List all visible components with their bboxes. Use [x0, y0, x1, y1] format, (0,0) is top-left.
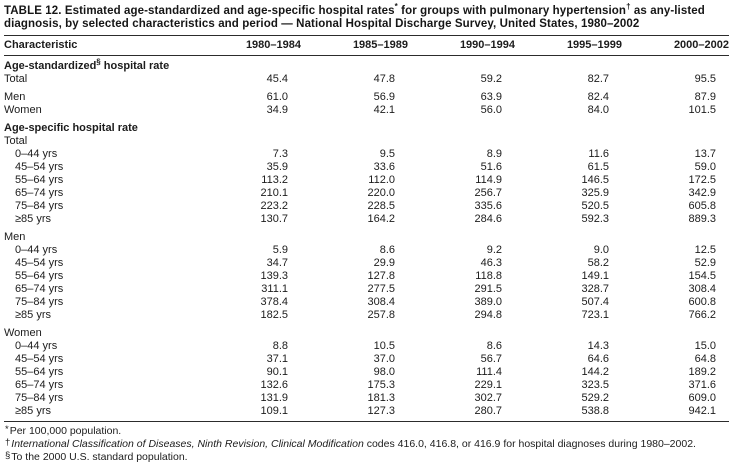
cell-value: 766.2	[688, 309, 716, 321]
cell-value: 47.8	[373, 73, 395, 85]
cell-value: 181.3	[367, 392, 395, 404]
cell-value: 308.4	[367, 296, 395, 308]
footnote: †International Classification of Diseases, Ninth Revision, Clinical Modification codes 416.0, 416.8, or 416.9 for hospital diagnoses during 1980–2002.	[5, 437, 696, 450]
cell-value: 51.6	[480, 161, 502, 173]
cell-value: 29.9	[373, 257, 395, 269]
cell-value: 101.5	[688, 104, 716, 116]
cell-value: 294.8	[474, 309, 502, 321]
column-header-period: 2000–2002	[622, 36, 729, 56]
cell-value: 507.4	[581, 296, 609, 308]
table-row	[4, 257, 729, 270]
row-label: 65–74 yrs	[15, 379, 64, 391]
row-label: 45–54 yrs	[15, 257, 64, 269]
table-row	[4, 187, 729, 200]
cell-value: 59.2	[480, 73, 502, 85]
cell-value: 34.9	[266, 104, 288, 116]
cell-value: 328.7	[581, 283, 609, 295]
cell-value: 889.3	[688, 213, 716, 225]
superscript-marker: *	[394, 2, 398, 12]
cell-value: 87.9	[694, 91, 716, 103]
row-label: ≥85 yrs	[15, 213, 51, 225]
cell-value: 9.0	[593, 244, 609, 256]
cell-value: 144.2	[581, 366, 609, 378]
cell-value: 56.9	[373, 91, 395, 103]
superscript-marker: §	[96, 57, 101, 67]
cell-value: 5.9	[272, 244, 288, 256]
cell-value: 10.5	[373, 340, 395, 352]
column-header-period: 1990–1994	[408, 36, 515, 56]
rates-table	[4, 35, 729, 422]
row-label: 0–44 yrs	[15, 340, 58, 352]
cell-value: 189.2	[688, 366, 716, 378]
cell-value: 46.3	[480, 257, 502, 269]
cell-value: 371.6	[688, 379, 716, 391]
cell-value: 139.3	[260, 270, 288, 282]
row-label: 75–84 yrs	[15, 200, 64, 212]
row-label: 65–74 yrs	[15, 187, 64, 199]
cell-value: 389.0	[474, 296, 502, 308]
footnote-marker: §	[5, 450, 11, 461]
cell-value: 538.8	[515, 405, 622, 422]
row-label: 75–84 yrs	[15, 392, 64, 404]
table-row	[4, 405, 729, 422]
cell-value: 13.7	[694, 148, 716, 160]
cell-value: 520.5	[581, 200, 609, 212]
superscript-marker: †	[626, 2, 631, 12]
cell-value: 56.7	[480, 353, 502, 365]
cell-value: 942.1	[622, 405, 729, 422]
cell-value: 302.7	[474, 392, 502, 404]
cell-value: 61.5	[587, 161, 609, 173]
cell-value: 11.6	[588, 148, 609, 160]
cell-value: 323.5	[581, 379, 609, 391]
cell-value: 600.8	[688, 296, 716, 308]
table-row	[4, 296, 729, 309]
table-row	[4, 73, 729, 86]
italic-text: International Classification of Diseases, Ninth Revision, Clinical Modification	[11, 438, 364, 450]
cell-value: 37.1	[266, 353, 288, 365]
cell-value: 172.5	[688, 174, 716, 186]
table-row	[4, 244, 729, 257]
cell-value: 35.9	[266, 161, 288, 173]
cell-value: 308.4	[688, 283, 716, 295]
row-label: 55–64 yrs	[15, 270, 64, 282]
cell-value: 257.8	[367, 309, 395, 321]
cell-value: 284.6	[474, 213, 502, 225]
cell-value: 56.0	[480, 104, 502, 116]
cell-value: 82.4	[587, 91, 609, 103]
section-heading: Age-standardized§ hospital rate	[4, 57, 170, 72]
table-row	[4, 340, 729, 353]
table-row	[4, 270, 729, 283]
cell-value: 311.1	[261, 283, 288, 295]
table-row	[4, 392, 729, 405]
cell-value: 228.5	[367, 200, 395, 212]
cell-value: 164.2	[367, 213, 395, 225]
cell-value: 12.5	[694, 244, 716, 256]
cell-value: 605.8	[688, 200, 716, 212]
footnotes	[4, 425, 729, 464]
table-row	[4, 161, 729, 174]
cell-value: 15.0	[694, 340, 716, 352]
cell-value: 146.5	[581, 174, 609, 186]
column-header-period: 1985–1989	[301, 36, 408, 56]
table-row	[4, 104, 729, 117]
table-row	[4, 213, 729, 226]
cell-value: 609.0	[688, 392, 716, 404]
cell-value: 58.2	[587, 257, 609, 269]
cell-value: 33.6	[373, 161, 395, 173]
cell-value: 52.9	[694, 257, 716, 269]
header-row	[4, 36, 729, 56]
cell-value: 223.2	[260, 200, 288, 212]
cell-value: 325.9	[581, 187, 609, 199]
cell-value: 220.0	[367, 187, 395, 199]
row-label: ≥85 yrs	[4, 405, 194, 422]
cell-value: 229.1	[474, 379, 502, 391]
cell-value: 182.5	[260, 309, 288, 321]
cell-value: 82.7	[587, 73, 609, 85]
table-row	[4, 353, 729, 366]
cell-value: 90.1	[266, 366, 288, 378]
footnote-marker: †	[5, 437, 11, 448]
cell-value: 149.1	[581, 270, 609, 282]
cell-value: 8.6	[379, 244, 395, 256]
table-row	[4, 86, 729, 104]
row-label: Total	[4, 73, 28, 85]
cell-value: 291.5	[474, 283, 502, 295]
cell-value: 118.8	[475, 270, 502, 282]
group-label: Men	[4, 231, 26, 243]
table-row	[4, 200, 729, 213]
table-row	[4, 366, 729, 379]
row-label: 45–54 yrs	[15, 353, 64, 365]
table-title: TABLE 12. Estimated age-standardized and age-specific hospital rates* for groups with pulmonary hypertension† as any-listed diagnosis, by selected characteristics and period — National Hospital Discharge Survey, United States, 1980–2002	[4, 2, 705, 30]
cell-value: 113.2	[261, 174, 288, 186]
row-label: 0–44 yrs	[15, 244, 58, 256]
column-header-period: 1980–1984	[194, 36, 301, 56]
cell-value: 63.9	[480, 91, 502, 103]
cell-value: 59.0	[694, 161, 716, 173]
cell-value: 111.4	[476, 366, 502, 378]
cell-value: 127.8	[367, 270, 395, 282]
footnote: §To the 2000 U.S. standard population.	[5, 450, 188, 463]
row-label: 45–54 yrs	[15, 161, 64, 173]
cell-value: 109.1	[194, 405, 301, 422]
group-label-row	[4, 322, 729, 340]
cell-value: 7.3	[272, 148, 288, 160]
column-header-period: 1995–1999	[515, 36, 622, 56]
section-heading-row	[4, 56, 729, 74]
row-label: 55–64 yrs	[15, 174, 64, 186]
table-row	[4, 148, 729, 161]
cell-value: 34.7	[266, 257, 288, 269]
cell-value: 9.2	[486, 244, 502, 256]
cell-value: 14.3	[587, 340, 609, 352]
cell-value: 8.6	[486, 340, 502, 352]
table-row	[4, 379, 729, 392]
row-label: 55–64 yrs	[15, 366, 64, 378]
cell-value: 127.3	[301, 405, 408, 422]
cell-value: 131.9	[260, 392, 288, 404]
cell-value: 723.1	[581, 309, 609, 321]
cell-value: 8.8	[272, 340, 288, 352]
cell-value: 84.0	[587, 104, 609, 116]
cell-value: 210.1	[260, 187, 288, 199]
cell-value: 335.6	[474, 200, 502, 212]
row-label: 0–44 yrs	[15, 148, 58, 160]
table-body	[4, 56, 729, 422]
cell-value: 98.0	[373, 366, 395, 378]
cell-value: 9.5	[379, 148, 395, 160]
cell-value: 280.7	[408, 405, 515, 422]
row-label: 75–84 yrs	[15, 296, 64, 308]
cell-value: 42.1	[373, 104, 395, 116]
cell-value: 132.6	[260, 379, 288, 391]
group-label: Total	[4, 135, 28, 147]
row-label: Women	[4, 104, 42, 116]
cell-value: 342.9	[688, 187, 716, 199]
cell-value: 45.4	[266, 73, 288, 85]
group-label-row	[4, 135, 729, 148]
cell-value: 378.4	[260, 296, 288, 308]
section-heading: Age-specific hospital rate	[4, 122, 138, 134]
row-label: 65–74 yrs	[15, 283, 64, 295]
cell-value: 592.3	[581, 213, 609, 225]
cell-value: 8.9	[486, 148, 502, 160]
footnote: *Per 100,000 population.	[5, 424, 122, 437]
column-header-characteristic: Characteristic	[4, 36, 194, 56]
group-label-row	[4, 226, 729, 244]
cell-value: 37.0	[373, 353, 395, 365]
cell-value: 64.6	[587, 353, 609, 365]
cell-value: 277.5	[367, 283, 395, 295]
section-heading-row	[4, 117, 729, 135]
row-label: Men	[4, 91, 26, 103]
table-row	[4, 174, 729, 187]
cell-value: 529.2	[581, 392, 609, 404]
cell-value: 154.5	[688, 270, 716, 282]
group-label: Women	[4, 327, 42, 339]
cell-value: 256.7	[474, 187, 502, 199]
cell-value: 64.8	[694, 353, 716, 365]
table-row	[4, 283, 729, 296]
cell-value: 61.0	[266, 91, 288, 103]
cell-value: 112.0	[368, 174, 395, 186]
footnote-marker: *	[5, 424, 9, 435]
cell-value: 95.5	[694, 73, 716, 85]
cell-value: 130.7	[260, 213, 288, 225]
row-label: ≥85 yrs	[15, 309, 51, 321]
cell-value: 175.3	[367, 379, 395, 391]
cell-value: 114.9	[475, 174, 502, 186]
table-row	[4, 309, 729, 322]
